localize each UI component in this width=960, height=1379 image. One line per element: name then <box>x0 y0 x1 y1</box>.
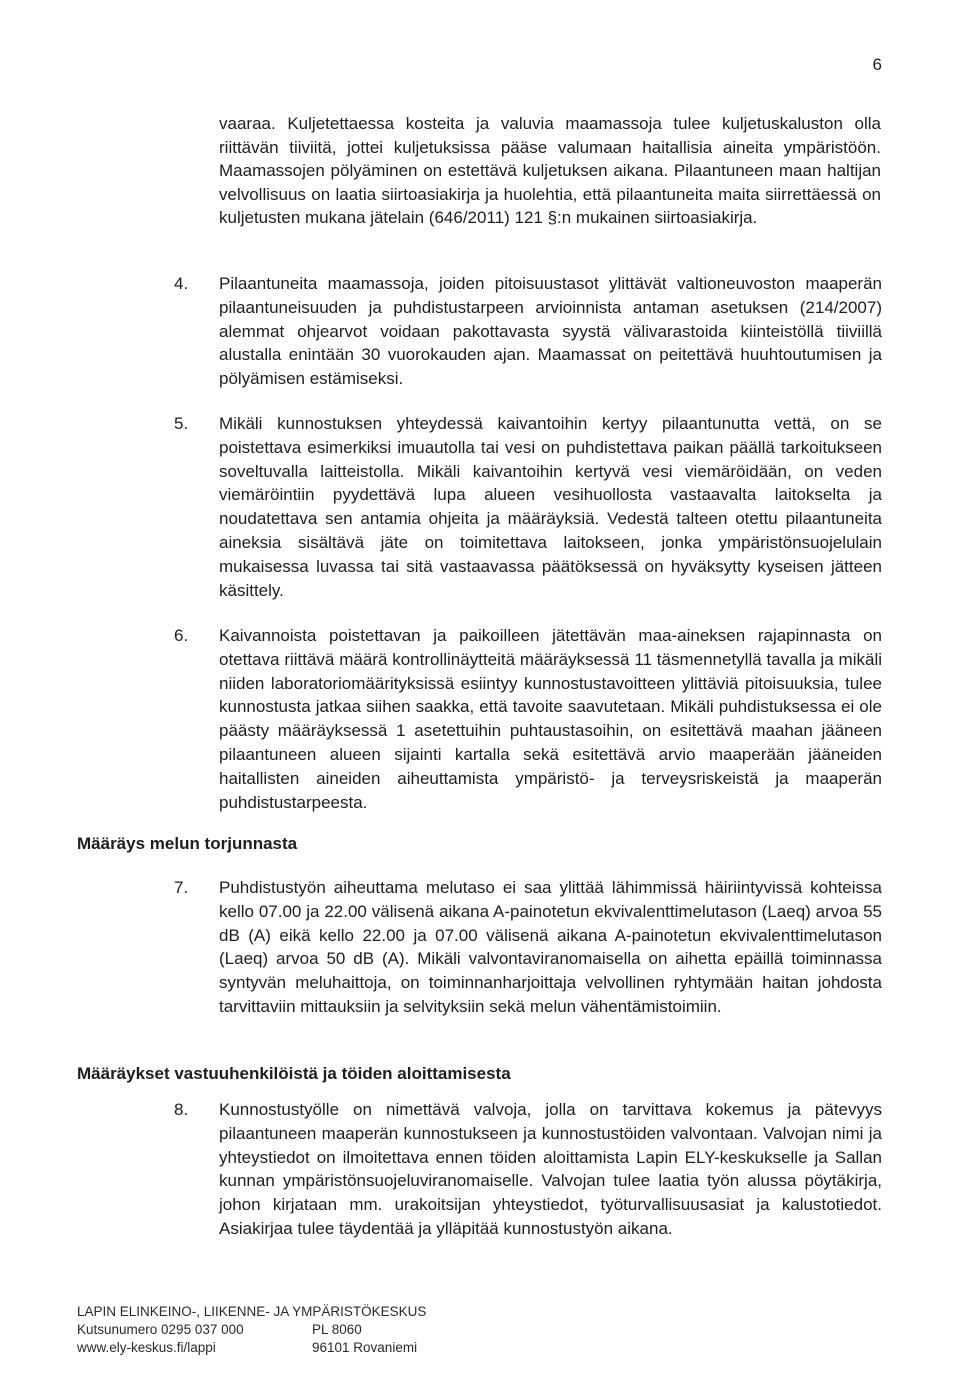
list-item-text: Kunnostustyölle on nimettävä valvoja, jolla on tarvittava kokemus ja pätevyys pilaantuneen maaperän kunnostukseen ja kunnostustöiden valvontaan. Valvojan nimi ja yhteystiedot on ilmoitettava ennen töiden aloittamista Lapin ELY-keskukselle ja Sallan kunnan ympäristönsuojeluviranomaiselle. Valvojan tulee laatia työn alussa pöytäkirja, johon kirjataan mm. urakoitsijan yhteystiedot, työturvallisuusasiat ja kalustotiedot. Asiakirjaa tulee täydentää ja ylläpitää kunnostustyön aikana. <box>219 1100 882 1238</box>
list-item-text: Mikäli kunnostuksen yhteydessä kaivantoihin kertyy pilaantunutta vettä, on se poistettava esimerkiksi imuautolla tai vesi on puhdistettava paikan päällä tarkoitukseen soveltuvalla laitteistolla. Mikäli kaivantoihin kertyvä vesi viemäröidään, on veden viemäröintiin pyydettävä lupa alueen vesihuollosta vastaavalta laitokselta ja noudatettava sen antamia ohjeita ja määräyksiä. Vedestä talteen otettu pilaantuneita aineksia sisältävä jäte on toimitettava laitokseen, jonka ympäristönsuojelulain mukaisessa luvassa tai sitä vastaavassa päätöksessä on hyväksytty kyseisen jätteen käsittely. <box>219 414 882 600</box>
section-heading-noise: Määräys melun torjunnasta <box>77 834 298 853</box>
section-heading-responsible: Määräykset vastuuhenkilöistä ja töiden aloittamisesta <box>77 1064 511 1083</box>
list-item-5 <box>174 412 882 602</box>
list-item-4 <box>174 272 882 391</box>
footer-po-box: PL 8060 <box>312 1322 362 1337</box>
list-item-text: Puhdistustyön aiheuttama melutaso ei saa ylittää lähimmissä häiriintyvissä kohteissa kello 07.00 ja 22.00 välisenä aikana A-painotetun ekvivalenttimelutason (Laeq) arvoa 55 dB (A) eikä kello 22.00 ja 07.00 välisenä aikana A-painotetun ekvivalenttimelutason (Laeq) arvoa 50 dB (A). Mikäli valvontaviranomaisella on aihetta epäillä toiminnassa syntyvän meluhaittoja, on toiminnanharjoittaja velvollinen ryhtymään haitan johdosta tarvittaviin mittauksiin ja selvityksiin sekä melun vähentämistoimiin. <box>219 878 882 1016</box>
page-number: 6 <box>872 55 882 74</box>
list-item-6 <box>174 624 882 814</box>
footer-phone: Kutsunumero 0295 037 000 <box>77 1322 244 1337</box>
footer-organization: LAPIN ELINKEINO-, LIIKENNE- JA YMPÄRISTÖKESKUS <box>77 1304 427 1319</box>
list-item-number: 6. <box>174 626 189 645</box>
list-item-number: 5. <box>174 414 189 433</box>
list-item-7 <box>174 876 882 1019</box>
footer-website: www.ely-keskus.fi/lappi <box>77 1340 216 1355</box>
list-item-text: Kaivannoista poistettavan ja paikoilleen jätettävän maa-aineksen rajapinnasta on otettava riittävä määrä kontrollinäytteitä määräyksessä 11 täsmennetyllä tavalla ja mikäli niiden laboratoriomäärityksissä esiintyy kunnostustavoitteen ylittäviä pitoisuuksia, tulee kunnostusta jatkaa siihen saakka, että tavoite saavutetaan. Mikäli puhdistuksessa ei ole päästy määräyksessä 1 asetettuihin puhtaustasoihin, on esitettävä maahan jääneen pilaantuneen alueen sijainti kartalla sekä esitettävä arvio maaperään jääneiden haitallisten aineiden aiheuttamista ympäristö- ja terveysriskeistä ja maaperän puhdistustarpeesta. <box>219 626 882 812</box>
list-item-number: 4. <box>174 274 189 293</box>
page-footer <box>77 1303 426 1357</box>
list-item-number: 8. <box>174 1100 189 1119</box>
intro-paragraph: vaaraa. Kuljetettaessa kosteita ja valuvia maamassoja tulee kuljetuskaluston olla riittävän tiiviitä, jottei kuljetuksissa pääse valumaan haitallisia aineita ympäristöön. Maamassojen pölyäminen on estettävä kuljetuksen aikana. Pilaantuneen maan haltijan velvollisuus on laatia siirtoasiakirja ja huolehtia, että pilaantuneita maita siirrettäessä on kuljetusten mukana jätelain (646/2011) 121 §:n mukainen siirtoasiakirja. <box>219 114 881 228</box>
list-item-8 <box>174 1098 882 1241</box>
list-item-number: 7. <box>174 878 189 897</box>
list-item-text: Pilaantuneita maamassoja, joiden pitoisuustasot ylittävät valtioneuvoston maaperän pilaantuneisuuden ja puhdistustarpeen arvioinnista antaman asetuksen (214/2007) alemmat ohjearvot voidaan pakottavasta syystä välivarastoida kiinteistöllä tiiviillä alustalla enintään 30 vuorokauden ajan. Maamassat on peitettävä huuhtoutumisen ja pölyämisen estämiseksi. <box>219 274 882 389</box>
footer-city: 96101 Rovaniemi <box>312 1340 418 1355</box>
